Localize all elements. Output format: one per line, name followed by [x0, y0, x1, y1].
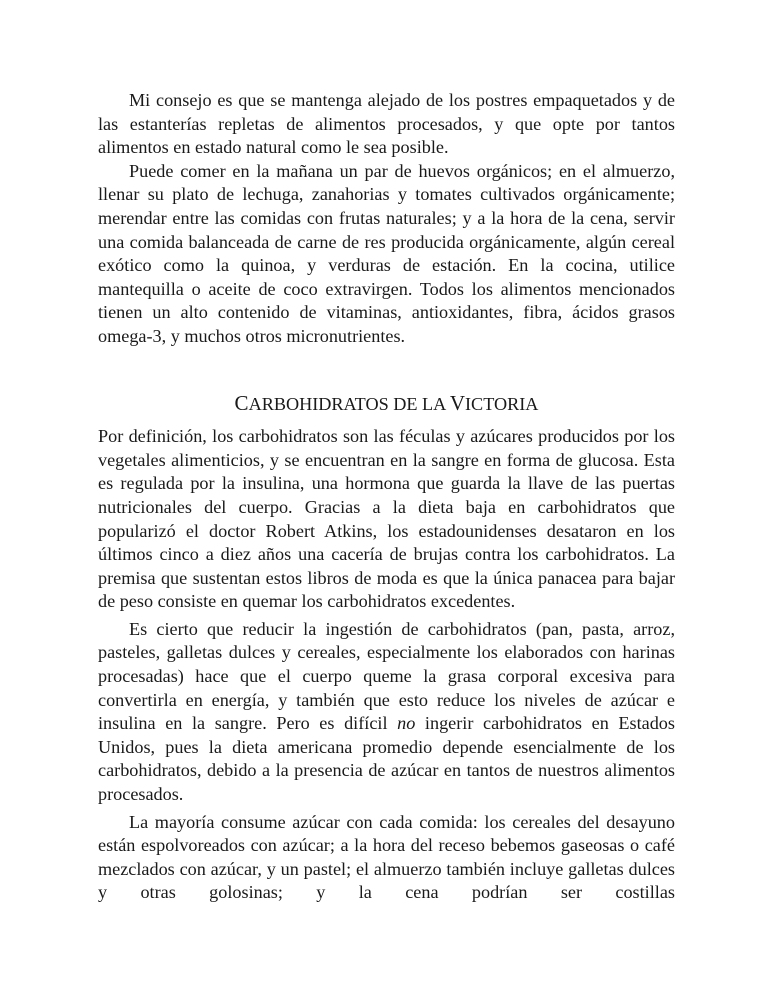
heading-part-1: ARBOHIDRATOS DE LA — [248, 393, 450, 414]
heading-part-2: ICTORIA — [465, 393, 539, 414]
book-page — [98, 89, 675, 905]
paragraph-la-mayoria: La mayoría consume azúcar con cada comida: los cereales del desayuno están espolvoreados con azúcar; a la hora del receso bebemos gaseosas o café mezclados con azúcar, y un pastel; el almuerzo también incluye galletas dulces y otras golosinas; y la cena podrían ser costillas — [98, 811, 675, 903]
paragraph-es-cierto — [98, 618, 675, 807]
heading-initial-c: C — [234, 390, 249, 415]
emphasis-no: no — [397, 713, 416, 734]
heading-initial-v: V — [449, 390, 465, 415]
section-heading — [98, 392, 675, 417]
paragraph-consejo: Mi consejo es que se mantenga alejado de los postres empaquetados y de las estanterías repletas de alimentos procesados, y que opte por tantos alimentos en estado natural como le sea posible. — [98, 90, 675, 158]
paragraph-puede-comer: Puede comer en la mañana un par de huevos orgánicos; en el almuerzo, llenar su plato de lechuga, zanahorias y tomates cultivados orgánicamente; merendar entre las comidas con frutas naturales; y a la hora de la cena, servir una comida balanceada de carne de res producida orgánicamente, algún cereal exótico como la quinoa, y verduras de estación. En la cocina, utilice mantequilla o aceite de coco extravirgen. Todos los alimentos mencionados tienen un alto contenido de vitaminas, antioxidantes, fibra, ácidos grasos omega-3, y muchos otros micronutrientes. — [98, 160, 675, 346]
paragraph-es-cierto-text-2: ingerir carbohidratos en Estados Unidos, pues la dieta americana promedio depende esencialmente de los carbohidratos, debido a la presencia de azúcar en tantos de nuestros alimentos procesados. — [98, 713, 675, 805]
paragraph-es-cierto-text-1: Es cierto que reducir la ingestión de carbohidratos (pan, pasta, arroz, pasteles, galletas dulces y cereales, especialmente los elaborados con harinas procesadas) hace que el cuerpo queme la grasa corporal excesiva para convertirla en energía, y también que esto reduce los niveles de azúcar e insulina en la sangre. Pero es difícil — [98, 618, 675, 734]
paragraph-definicion: Por definición, los carbohidratos son las féculas y azúcares producidos por los vegetales alimenticios, y se encuentran en la sangre en forma de glucosa. Esta es regulada por la insulina, una hormona que guarda la llave de las puertas nutricionales del cuerpo. Gracias a la dieta baja en carbohidratos que popularizó el doctor Robert Atkins, los estadounidenses desataron en los últimos cinco a diez años una cacería de brujas contra los carbohidratos. La premisa que sustentan estos libros de moda es que la única panacea para bajar de peso consiste en quemar los carbohidratos excedentes. — [98, 426, 675, 612]
